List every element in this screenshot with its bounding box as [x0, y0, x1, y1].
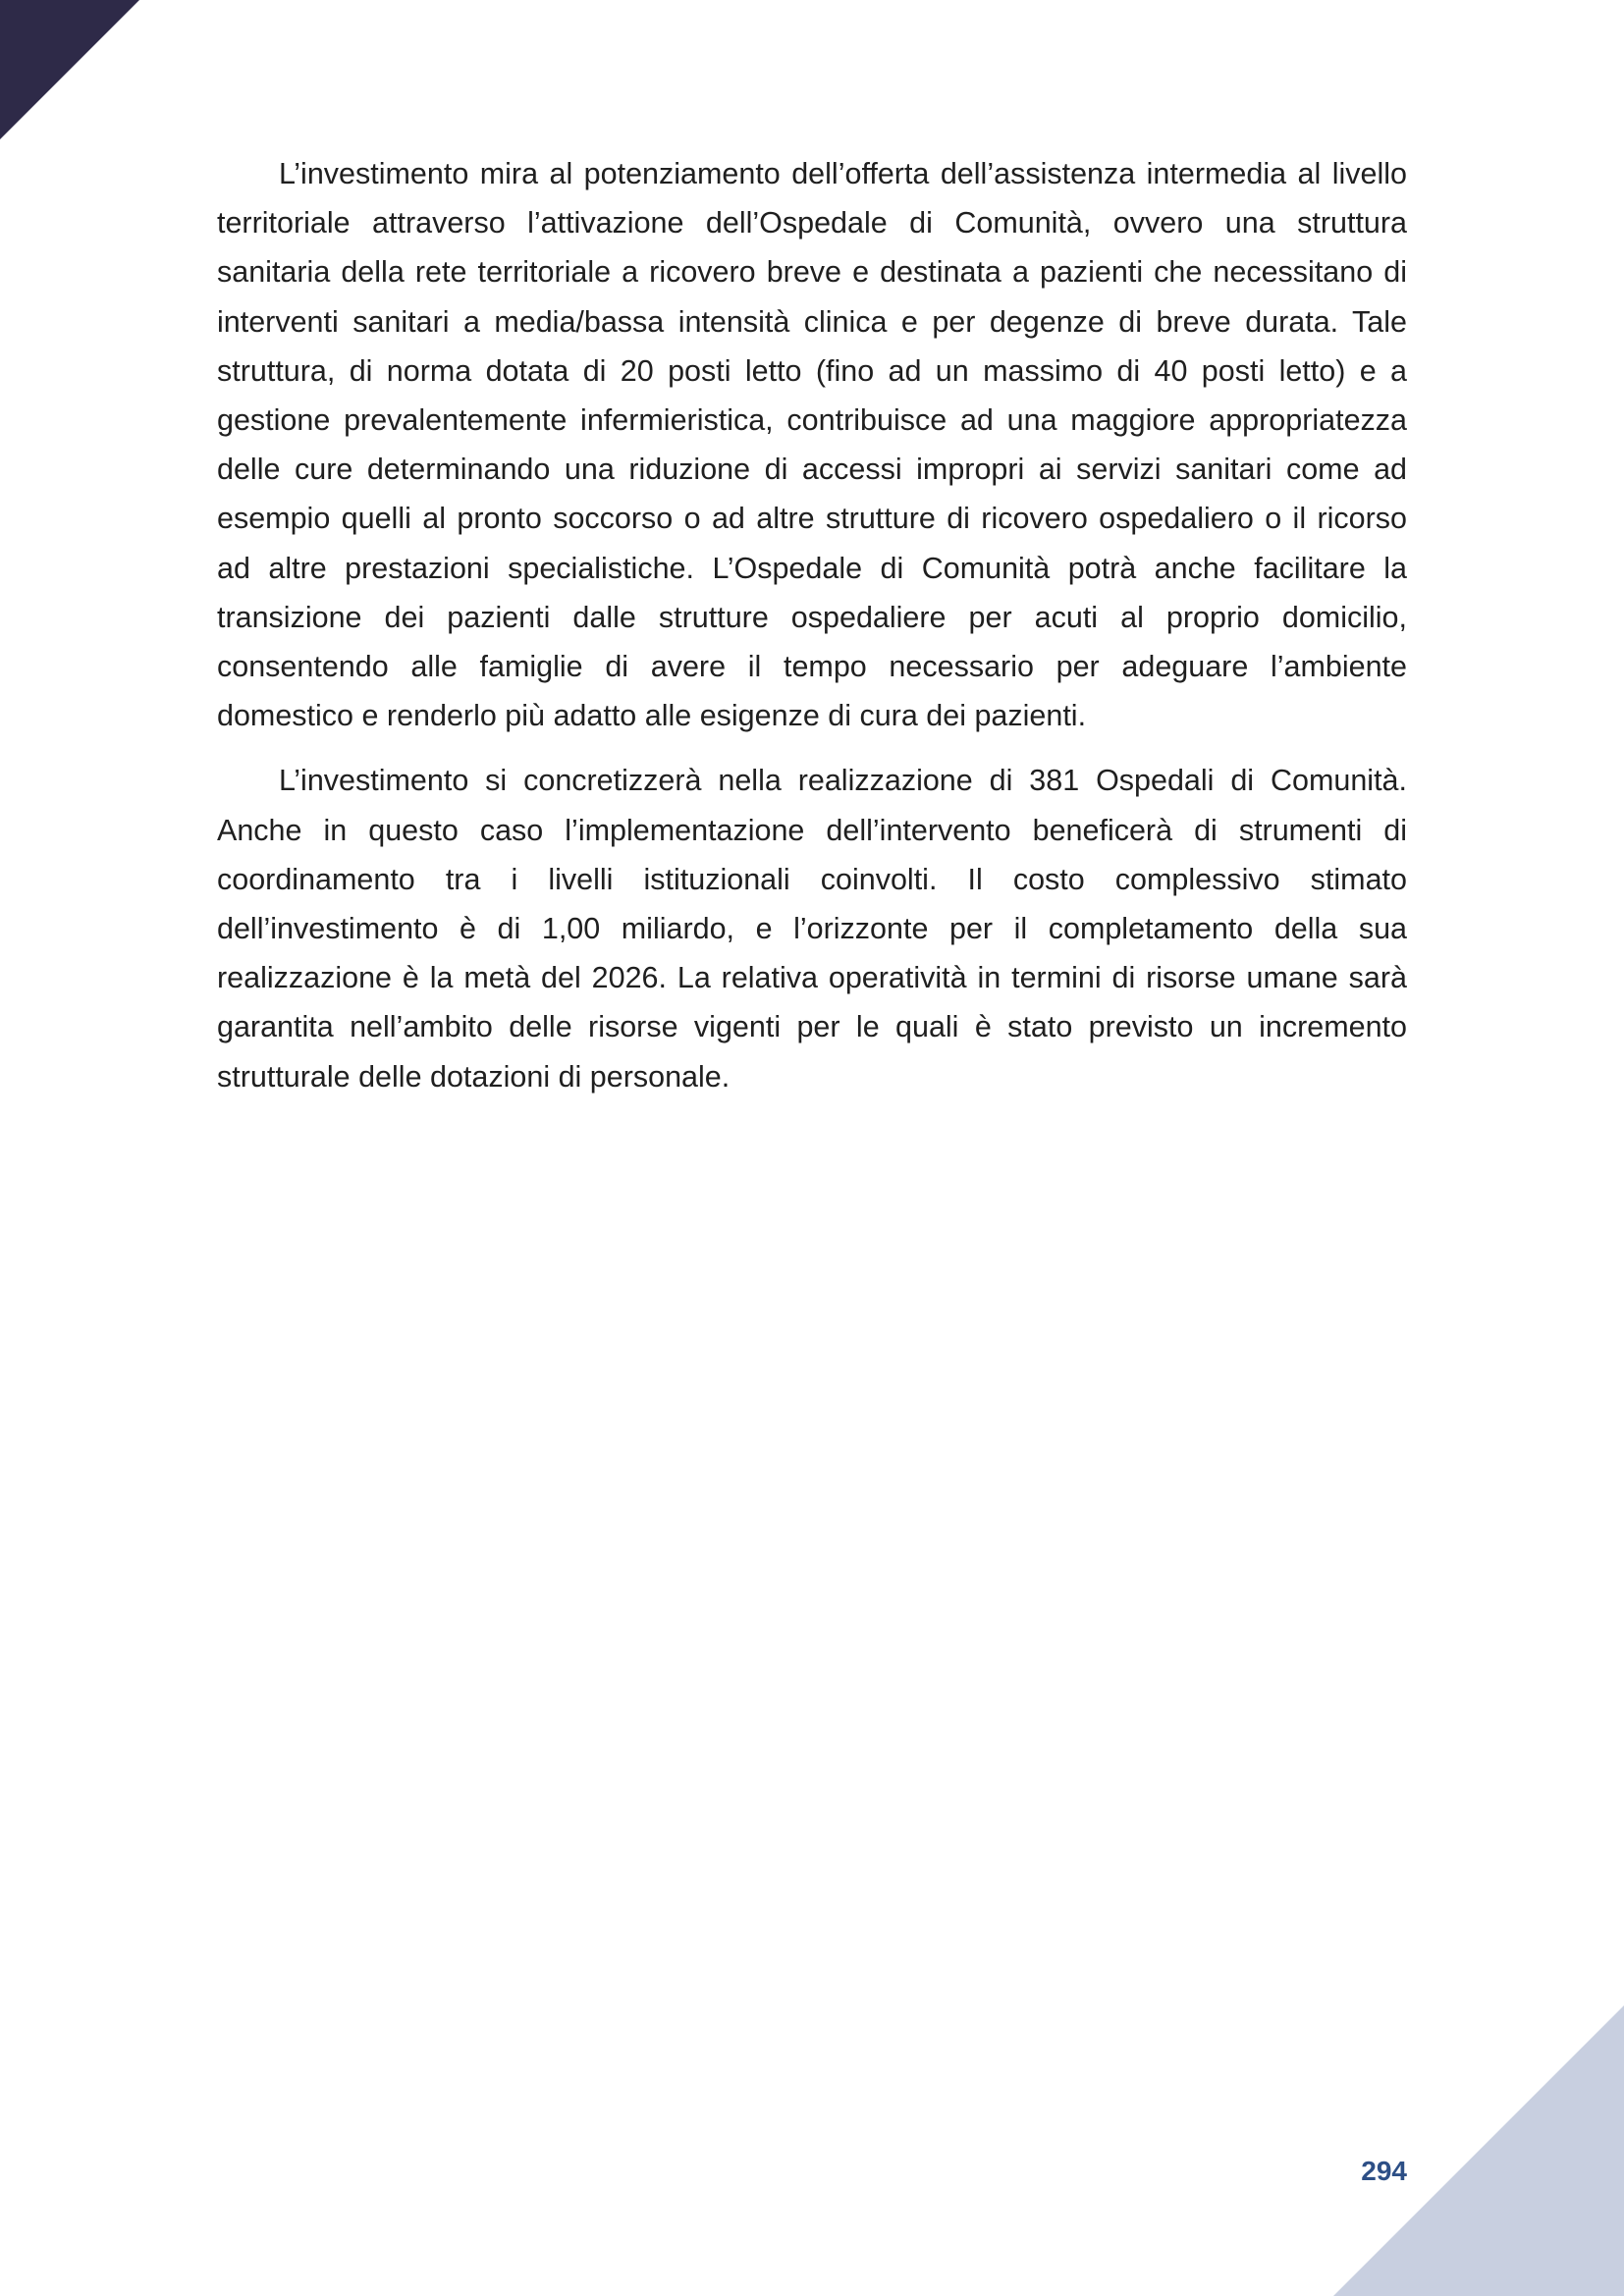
- page-number: 294: [1361, 2156, 1407, 2186]
- corner-decoration-top-left: [0, 0, 139, 139]
- paragraph-1: L’investimento mira al potenziamento dell’offerta dell’assistenza intermedia al livello territoriale attraverso l’attivazione dell’Ospedale di Comunità, ovvero una struttura sanitaria della rete territoriale a ricovero breve e destinata a pazienti che necessitano di interventi sanitari a media/bassa intensità clinica e per degenze di breve durata. Tale struttura, di norma dotata di 20 posti letto (fino ad un massimo di 40 posti letto) e a gestione prevalentemente infermieristica, contribuisce ad una maggiore appropriatezza delle cure determinando una riduzione di accessi impropri ai servizi sanitari come ad esempio quelli al pronto soccorso o ad altre strutture di ricovero ospedaliero o il ricorso ad altre prestazioni specialistiche. L’Ospedale di Comunità potrà anche facilitare la transizione dei pazienti dalle strutture ospedaliere per acuti al proprio domicilio, consentendo alle famiglie di avere il tempo necessario per adeguare l’ambiente domestico e renderlo più adatto alle esigenze di cura dei pazienti.: [217, 157, 1407, 733]
- corner-decoration-bottom-right: [1333, 2005, 1624, 2296]
- document-body: [217, 149, 1407, 1117]
- paragraph-2: L’investimento si concretizzerà nella realizzazione di 381 Ospedali di Comunità. Anche in questo caso l’implementazione dell’intervento beneficerà di strumenti di coordinamento tra i livelli istituzionali coinvolti. Il costo complessivo stimato dell’investimento è di 1,00 miliardo, e l’orizzonte per il completamento della sua realizzazione è la metà del 2026. La relativa operatività in termini di risorse umane sarà garantita nell’ambito delle risorse vigenti per le quali è stato previsto un incremento strutturale delle dotazioni di personale.: [217, 764, 1407, 1094]
